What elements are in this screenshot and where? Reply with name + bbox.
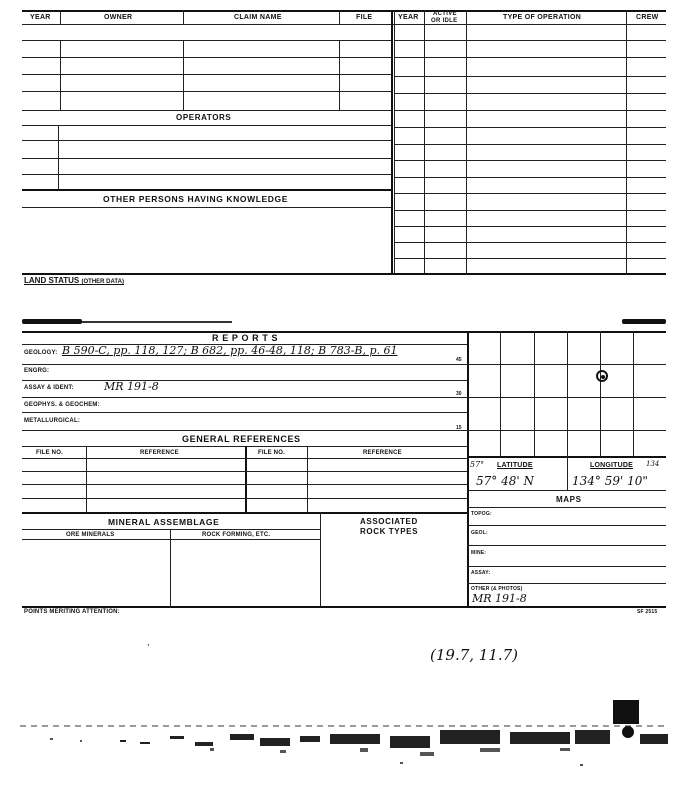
topog-label: TOPOG:	[471, 511, 492, 517]
maps-heading: MAPS	[556, 495, 582, 504]
form-number: SF 2515	[637, 609, 658, 615]
land-status	[24, 276, 124, 285]
margin-30: 30	[456, 391, 462, 397]
header-crew: CREW	[636, 14, 659, 21]
header-file: FILE	[356, 14, 373, 21]
mineral-assemblage-title: MINERAL ASSEMBLAGE	[108, 517, 220, 527]
coordinate-note: (19.7, 11.7)	[430, 646, 519, 664]
engrg-label: ENGRG:	[24, 368, 50, 374]
header-active: ACTIVE	[433, 11, 457, 17]
metallurgical-label: METALLURGICAL:	[24, 418, 81, 424]
longitude-label: LONGITUDE	[590, 462, 634, 469]
scan-smudge-top	[22, 318, 666, 326]
assay-ident-label: ASSAY & IDENT:	[24, 385, 74, 391]
reports-title: R E P O R T S	[212, 333, 279, 343]
other-photos-label: OTHER (& PHOTOS)	[471, 586, 523, 592]
rock-types-label: ROCK TYPES	[360, 527, 419, 536]
header-or-idle: OR IDLE	[431, 18, 458, 24]
associated-label: ASSOCIATED	[360, 517, 418, 526]
ore-minerals-label: ORE MINERALS	[66, 532, 115, 538]
longitude-suffix: 134	[646, 460, 660, 468]
header-claim-name: CLAIM NAME	[234, 14, 282, 21]
header-year: YEAR	[30, 14, 51, 21]
header-year-2: YEAR	[398, 14, 419, 21]
ref-file-no-2: FILE NO.	[258, 450, 285, 456]
margin-45: 45	[456, 357, 462, 363]
geophys-label: GEOPHYS. & GEOCHEM:	[24, 402, 100, 408]
ref-reference-1: REFERENCE	[140, 450, 179, 456]
points-meriting-attention: POINTS MERITING ATTENTION:	[24, 609, 120, 615]
geol-label: GEOL:	[471, 530, 488, 536]
mine-label: MINE:	[471, 550, 487, 556]
ref-reference-2: REFERENCE	[363, 450, 402, 456]
latitude-label: LATITUDE	[497, 462, 533, 469]
margin-15: 15	[456, 425, 462, 431]
scan-noise-bottom	[20, 698, 668, 770]
location-marker-icon	[596, 370, 608, 382]
general-references-title: GENERAL REFERENCES	[182, 434, 301, 444]
other-photos-value: MR 191-8	[472, 592, 527, 605]
ref-file-no-1: FILE NO.	[36, 450, 63, 456]
longitude-value: 134° 59' 10"	[572, 474, 648, 488]
assay-ident-value: MR 191-8	[104, 380, 159, 393]
header-owner: OWNER	[104, 14, 133, 21]
header-type-of-operation: TYPE OF OPERATION	[503, 14, 582, 21]
geology-label: GEOLOGY:	[24, 350, 58, 356]
stray-mark: ,	[147, 637, 150, 647]
assay-map-label: ASSAY:	[471, 570, 491, 576]
latitude-prefix: 57°	[470, 460, 485, 469]
rock-forming-label: ROCK FORMING, ETC.	[202, 532, 271, 538]
land-status-sub: (OTHER DATA)	[81, 279, 124, 285]
land-status-label: LAND STATUS	[24, 276, 80, 285]
operators-heading: OPERATORS	[176, 113, 232, 122]
other-persons-heading: OTHER PERSONS HAVING KNOWLEDGE	[103, 194, 289, 204]
geology-value: B 590-C, pp. 118, 127; B 682, pp. 46-48, 118; B 783-B, p. 61	[62, 344, 398, 357]
latitude-value: 57° 48' N	[476, 474, 534, 488]
